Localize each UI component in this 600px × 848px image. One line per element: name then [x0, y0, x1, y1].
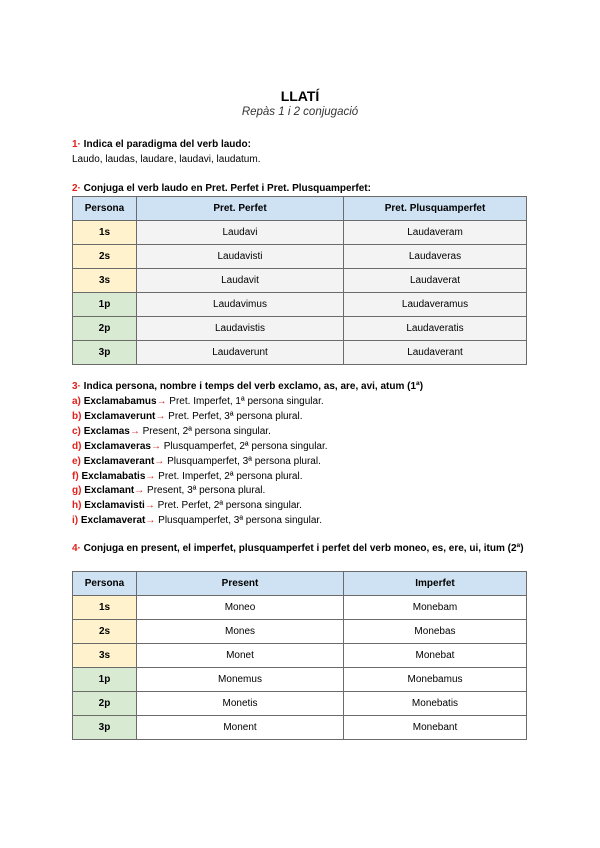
plusquamperfet-cell: Laudaveras: [344, 245, 527, 269]
persona-cell: 2p: [73, 692, 137, 716]
imperfet-cell: Monebatis: [344, 692, 527, 716]
imperfet-cell: Monebam: [344, 596, 527, 620]
perfet-cell: Laudavistis: [137, 317, 344, 341]
question-2-text: Conjuga el verb laudo en Pret. Perfet i Pret. Plusquamperfet:: [80, 183, 371, 194]
persona-cell: 2s: [73, 620, 137, 644]
question-1-answer: Laudo, laudas, laudare, laudavi, laudatum.: [72, 154, 261, 165]
perfet-cell: Laudavisti: [137, 245, 344, 269]
persona-cell: 1p: [73, 668, 137, 692]
list-item: i) Exclamaverat→ Plusquamperfet, 3ª persona singular.: [72, 515, 322, 527]
perfet-cell: Laudaverunt: [137, 341, 344, 365]
question-1: [72, 138, 532, 151]
table-moneo: [72, 571, 527, 740]
question-1-number: 1·: [72, 139, 81, 150]
table-header-row: [73, 572, 527, 596]
arrow-icon: →: [129, 425, 140, 437]
present-cell: Monet: [137, 644, 344, 668]
arrow-icon: →: [144, 500, 155, 512]
imperfet-cell: Monebamus: [344, 668, 527, 692]
table-row: [73, 293, 527, 317]
list-item: g) Exclamant→ Present, 3ª persona plural.: [72, 485, 266, 497]
persona-cell: 1s: [73, 221, 137, 245]
arrow-icon: →: [156, 396, 167, 407]
imperfet-cell: Monebant: [344, 716, 527, 740]
arrow-icon: →: [150, 440, 161, 452]
question-3: [72, 380, 532, 393]
header-present: Present: [137, 572, 344, 596]
persona-cell: 3p: [73, 341, 137, 365]
list-item: c) Exclamas→ Present, 2ª persona singular.: [72, 425, 271, 437]
persona-cell: 3s: [73, 644, 137, 668]
plusquamperfet-cell: Laudaveramus: [344, 293, 527, 317]
arrow-icon: →: [155, 410, 166, 422]
persona-cell: 1p: [73, 293, 137, 317]
question-1-text: Indica el paradigma del verb laudo:: [80, 139, 251, 150]
arrow-icon: →: [145, 470, 156, 482]
question-4: [72, 542, 532, 555]
persona-cell: 2s: [73, 245, 137, 269]
header-persona: Persona: [73, 197, 137, 221]
persona-cell: 3s: [73, 269, 137, 293]
header-imperfet: Imperfet: [344, 572, 527, 596]
table-row: [73, 341, 527, 365]
table-header-row: [73, 197, 527, 221]
present-cell: Monent: [137, 716, 344, 740]
question-2: [72, 182, 532, 195]
present-cell: Moneo: [137, 596, 344, 620]
plusquamperfet-cell: Laudaverant: [344, 341, 527, 365]
list-item: h) Exclamavisti→ Pret. Perfet, 2ª persona singular.: [72, 500, 302, 512]
question-4-number: 4·: [72, 543, 81, 554]
table-laudo: [72, 196, 527, 365]
conjugation-list: [72, 395, 328, 529]
perfet-cell: Laudavimus: [137, 293, 344, 317]
table-row: [73, 269, 527, 293]
present-cell: Monemus: [137, 668, 344, 692]
table-row: [73, 716, 527, 740]
question-3-number: 3·: [72, 381, 81, 392]
header-pret-plusquamperfet: Pret. Plusquamperfet: [344, 197, 527, 221]
question-3-text: Indica persona, nombre i temps del verb exclamo, as, are, avi, atum (1ª): [80, 381, 424, 392]
question-2-number: 2·: [72, 183, 81, 194]
plusquamperfet-cell: Laudaverat: [344, 269, 527, 293]
persona-cell: 2p: [73, 317, 137, 341]
list-item: e) Exclamaverant→ Plusquamperfet, 3ª persona plural.: [72, 455, 321, 467]
table-row: [73, 245, 527, 269]
table-row: [73, 596, 527, 620]
plusquamperfet-cell: Laudaveratis: [344, 317, 527, 341]
page-title: LLATÍ: [280, 88, 320, 104]
table-row: [73, 620, 527, 644]
present-cell: Monetis: [137, 692, 344, 716]
present-cell: Mones: [137, 620, 344, 644]
arrow-icon: →: [145, 515, 156, 527]
table-row: [73, 644, 527, 668]
list-item: f) Exclamabatis→ Pret. Imperfet, 2ª persona plural.: [72, 470, 303, 482]
table-row: [73, 317, 527, 341]
imperfet-cell: Monebat: [344, 644, 527, 668]
question-4-text: Conjuga en present, el imperfet, plusquamperfet i perfet del verb moneo, es, ere, ui, itum (2ª): [80, 543, 524, 554]
list-item: d) Exclamaveras→ Plusquamperfet, 2ª persona singular.: [72, 440, 328, 452]
imperfet-cell: Monebas: [344, 620, 527, 644]
header-pret-perfet: Pret. Perfet: [137, 197, 344, 221]
persona-cell: 1s: [73, 596, 137, 620]
perfet-cell: Laudavit: [137, 269, 344, 293]
perfet-cell: Laudavi: [137, 221, 344, 245]
table-row: [73, 221, 527, 245]
list-item: b) Exclamaverunt→ Pret. Perfet, 3ª persona plural.: [72, 410, 303, 422]
list-item: a) Exclamabamus→ Pret. Imperfet, 1ª persona singular.: [72, 396, 324, 407]
page-subtitle: Repàs 1 i 2 conjugació: [241, 106, 359, 118]
arrow-icon: →: [134, 485, 145, 497]
table-row: [73, 668, 527, 692]
plusquamperfet-cell: Laudaveram: [344, 221, 527, 245]
arrow-icon: →: [154, 455, 165, 467]
table-row: [73, 692, 527, 716]
persona-cell: 3p: [73, 716, 137, 740]
header-persona: Persona: [73, 572, 137, 596]
